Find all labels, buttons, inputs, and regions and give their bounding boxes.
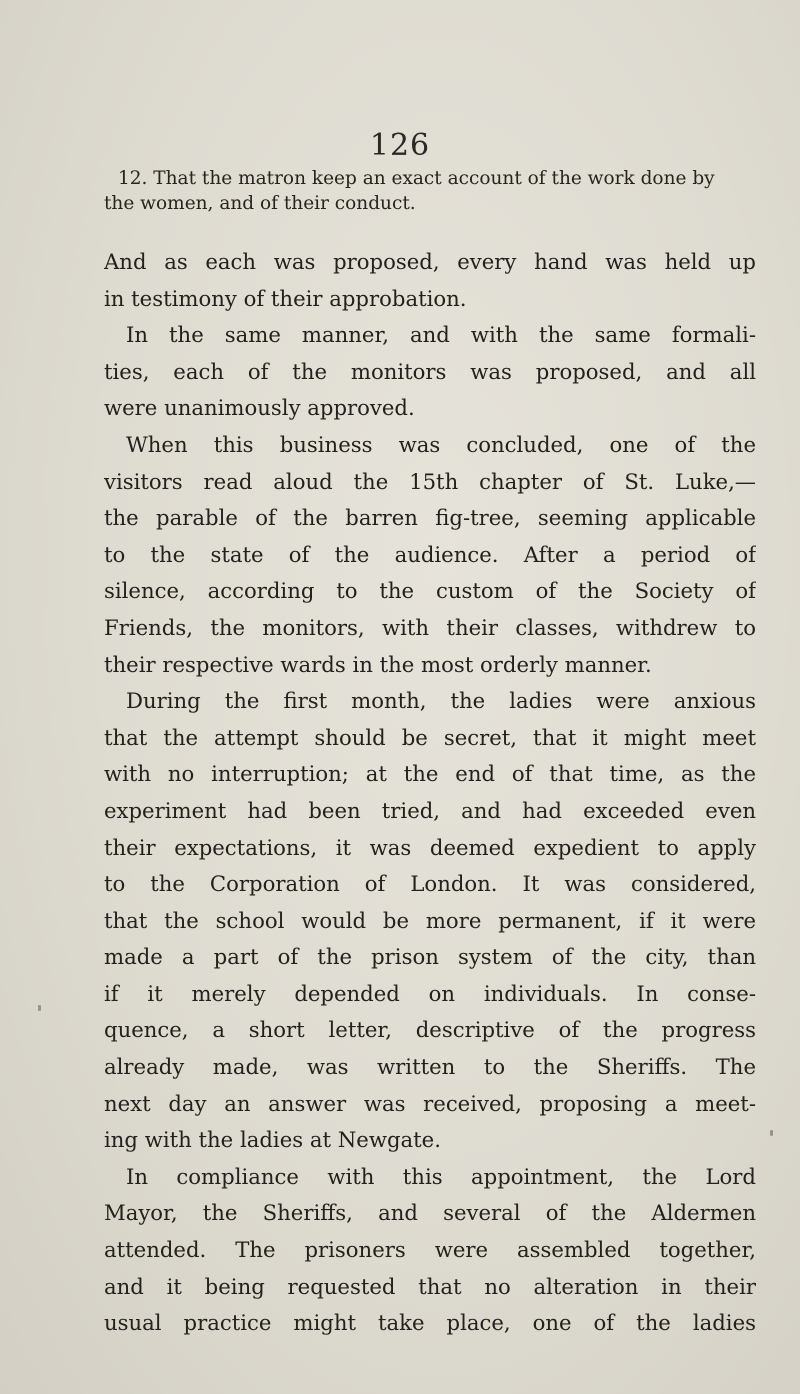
text-line: that the school would be more permanent, if it were: [104, 907, 756, 933]
text-line: that the attempt should be secret, that it might meet: [104, 724, 756, 750]
text-line: Mayor, the Sheriffs, and several of the Aldermen: [104, 1200, 756, 1226]
text-line: quence, a short letter, descriptive of the progress: [104, 1017, 756, 1043]
paper-speck: [770, 1130, 773, 1136]
text-line: to the state of the audience. After a period of: [104, 541, 756, 567]
text-line: In the same manner, and with the same formali-: [126, 322, 756, 348]
text-line: next day an answer was received, proposing a meet-: [104, 1090, 756, 1116]
text-line: their expectations, it was deemed expedient to apply: [104, 834, 756, 860]
page-number: 126: [369, 128, 431, 163]
text-line: if it merely depended on individuals. In conse-: [104, 980, 756, 1006]
paper-speck: [38, 1005, 41, 1011]
text-line: Friends, the monitors, with their classes, withdrew to: [104, 614, 756, 640]
text-line: When this business was concluded, one of the: [126, 431, 756, 457]
rule-paragraph: [104, 166, 744, 216]
text-line: experiment had been tried, and had exceeded even: [104, 797, 756, 823]
rule-text: 12. That the matron keep an exact account of the work done by the women, and of their conduct.: [104, 168, 715, 214]
text-line: were unanimously approved.: [104, 395, 415, 421]
text-line: In compliance with this appointment, the Lord: [126, 1163, 756, 1189]
text-line: their respective wards in the most orderly manner.: [104, 651, 652, 677]
text-line: to the Corporation of London. It was considered,: [104, 871, 756, 897]
text-line: ties, each of the monitors was proposed, and all: [104, 358, 756, 384]
text-line: And as each was proposed, every hand was held up: [104, 249, 756, 274]
text-line: attended. The prisoners were assembled together,: [104, 1237, 756, 1263]
text-line: ing with the ladies at Newgate.: [104, 1127, 441, 1153]
text-line: usual practice might take place, one of the ladies: [104, 1310, 756, 1336]
body-text: [104, 244, 756, 1342]
text-line: the parable of the barren fig-tree, seeming applicable: [104, 505, 756, 531]
text-line: with no interruption; at the end of that time, as the: [104, 761, 756, 787]
text-line: made a part of the prison system of the city, than: [104, 944, 756, 970]
text-line: silence, according to the custom of the Society of: [104, 578, 756, 604]
text-line: During the first month, the ladies were anxious: [126, 688, 756, 714]
text-line: in testimony of their approbation.: [104, 285, 467, 311]
text-line: and it being requested that no alteration in their: [104, 1273, 756, 1299]
text-line: visitors read aloud the 15th chapter of St. Luke,—: [104, 468, 756, 494]
text-line: already made, was written to the Sheriffs. The: [104, 1054, 756, 1080]
